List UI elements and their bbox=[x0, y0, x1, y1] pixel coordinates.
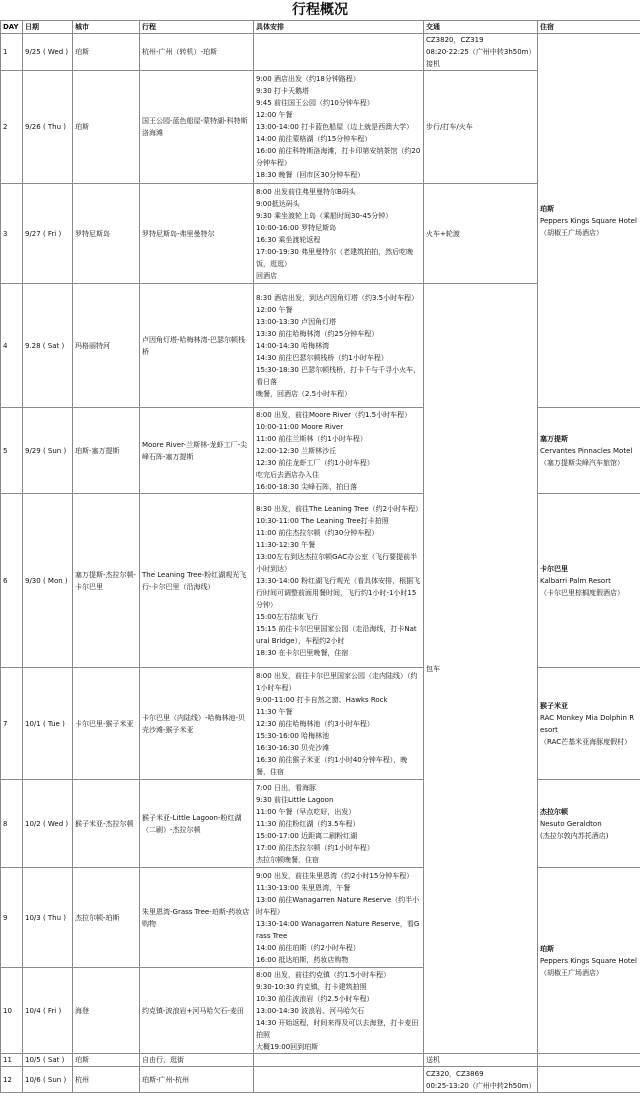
header-day: DAY bbox=[1, 21, 23, 34]
cell-day: 2 bbox=[1, 71, 23, 184]
schedule-item: 7:00 日出，看海豚 bbox=[256, 783, 316, 792]
schedule-item: 14:30 开始返程，时间来得及可以去海登，打卡麦田拍照 bbox=[256, 1018, 419, 1039]
schedule-item: 8:00 出发，前往Moore River（约1.5小时车程） bbox=[256, 410, 412, 419]
lodging-note: （RAC芒基米亚海豚度假村） bbox=[540, 737, 632, 746]
table-row bbox=[1, 668, 640, 780]
cell-day: 3 bbox=[1, 184, 23, 284]
lodging-name: Nesuto Geraldton bbox=[540, 819, 602, 828]
table-row bbox=[1, 780, 640, 868]
cell-date: 9/27 ( Fri ) bbox=[23, 184, 73, 284]
cell-schedule bbox=[254, 668, 424, 780]
schedule-item: 9:30 打卡天鹅塔 bbox=[256, 87, 309, 95]
flight-time: 08:20-22:25（广州中转3h50m） bbox=[426, 48, 535, 56]
schedule-item: 13:00-13:30 卢因角灯塔 bbox=[256, 317, 337, 326]
cell-date: 10/1 ( Tue ) bbox=[23, 668, 73, 780]
lodging-city: 珀斯 bbox=[540, 944, 554, 953]
schedule-item: 9:00 出发，前往朱里恩湾（约2小时15分钟车程） bbox=[256, 871, 414, 880]
schedule-item: 8:30 酒店出发，到达卢因角灯塔（约3.5小时车程） bbox=[256, 293, 419, 302]
cell-schedule bbox=[254, 494, 424, 668]
lodging-note: （卡尔巴里棕榈度假酒店） bbox=[540, 588, 624, 597]
cell-day: 7 bbox=[1, 668, 23, 780]
schedule-item: 12:30 前往龙虾工厂（约1小时车程） bbox=[256, 458, 374, 467]
schedule-item: 11:30 午餐 bbox=[256, 707, 293, 716]
schedule-item: 12:30 前往哈梅林池（约3小时车程） bbox=[256, 719, 374, 728]
schedule-item: 13:30-14:00 粉红湖飞行观光（看具体安排，根据飞行时间可调整前面用餐时间，飞行约1小时-1小时15分钟） bbox=[256, 576, 421, 609]
schedule-item: 10:30 前往波浪岩（约2.5小时车程） bbox=[256, 994, 374, 1003]
schedule-item: 9:45 前往国王公园（约10分钟车程） bbox=[256, 99, 374, 107]
flight-numbers: CZ320，CZ3869 bbox=[426, 1069, 484, 1078]
cell-route: 罗特尼斯岛-弗里曼特尔 bbox=[140, 184, 254, 284]
schedule-item: 11:30-12:30 午餐 bbox=[256, 540, 316, 549]
schedule-item: 9:00 酒店出发（约18分钟路程） bbox=[256, 75, 360, 83]
cell-lodging bbox=[538, 1067, 640, 1093]
cell-lodging-perth-1 bbox=[538, 34, 640, 408]
cell-route: 杭州-广州（转机）-珀斯 bbox=[140, 34, 254, 71]
cell-transport: 火车+轮渡 bbox=[424, 184, 538, 284]
cell-route: 猴子米亚-Little Lagoon-粉红湖（二刷）-杰拉尔顿 bbox=[140, 780, 254, 868]
header-date: 日期 bbox=[23, 21, 73, 34]
cell-route: 珀斯-广州-杭州 bbox=[140, 1067, 254, 1093]
cell-schedule bbox=[254, 1067, 424, 1093]
cell-date: 10/6 ( Sun ) bbox=[23, 1067, 73, 1093]
schedule-item: 16:00 前往科特斯洛海滩，打卡印第安纳茶馆（约20分钟车程） bbox=[256, 147, 421, 167]
schedule-item: 8:30 出发，前往The Leaning Tree（约2小时车程） bbox=[256, 504, 423, 513]
schedule-item: 8:00 出发，前往约克镇（约1.5小时车程） bbox=[256, 970, 391, 979]
schedule-item: 16:30-16:30 贝壳沙滩 bbox=[256, 743, 330, 752]
cell-route: 卢因角灯塔-哈梅林湾-巴瑟尔顿栈桥 bbox=[140, 284, 254, 408]
schedule-item: 11:30 前往粉红湖（约3.5车程） bbox=[256, 819, 360, 828]
schedule-item: 10:30-11:00 The Leaning Tree打卡拍照 bbox=[256, 516, 389, 525]
cell-route: 约克镇-波浪岩+河马哈欠石-麦田 bbox=[140, 968, 254, 1054]
schedule-item: 14:00 前往蒙格湖（约15分钟车程） bbox=[256, 135, 372, 143]
schedule-item: 13:30 前往哈梅林湾（约25分钟车程） bbox=[256, 329, 379, 338]
cell-city: 杰拉尔顿-珀斯 bbox=[73, 868, 140, 968]
cell-day: 6 bbox=[1, 494, 23, 668]
schedule-item: 8:00 出发前往弗里曼特尔B码头 bbox=[256, 187, 356, 196]
lodging-name: Cervantes Pinnacles Motel bbox=[540, 446, 633, 455]
cell-city: 珀斯 bbox=[73, 71, 140, 184]
lodging-note: （胡椒王广场酒店） bbox=[540, 228, 603, 237]
cell-transport-charter: 包车 bbox=[424, 284, 538, 1054]
schedule-item: 9:00-11:00 打卡自然之窗、Hawks Rock bbox=[256, 695, 388, 704]
schedule-item: 12:00 午餐 bbox=[256, 111, 293, 119]
table-row bbox=[1, 1054, 640, 1067]
header-route: 行程 bbox=[140, 21, 254, 34]
schedule-item: 13:00左右到达杰拉尔顿GAC办公室（飞行要提前半小时到达） bbox=[256, 552, 418, 573]
cell-city: 珀斯-塞万提斯 bbox=[73, 408, 140, 494]
schedule-item: 17:00 前往杰拉尔顿（约1小时车程） bbox=[256, 843, 374, 852]
schedule-item: 16:30 前往猴子米亚（约1小时40分钟车程），晚餐，住宿 bbox=[256, 755, 408, 776]
cell-schedule bbox=[254, 184, 424, 284]
cell-city: 珀斯 bbox=[73, 34, 140, 71]
schedule-item: 15:00左右结束飞行 bbox=[256, 612, 319, 621]
lodging-city: 卡尔巴里 bbox=[540, 564, 568, 573]
cell-schedule bbox=[254, 71, 424, 184]
schedule-item: 11:00 午餐（早点吃好，出发） bbox=[256, 807, 356, 816]
schedule-item: 12:00-12:30 兰斯林沙丘 bbox=[256, 446, 337, 455]
schedule-item: 12:00 午餐 bbox=[256, 305, 293, 314]
lodging-name: Kalbarri Palm Resort bbox=[540, 576, 611, 585]
schedule-item: 16:00 抵达珀斯，药妆店购物 bbox=[256, 955, 349, 964]
schedule-item: 18:30 晚餐（回市区30分钟车程） bbox=[256, 171, 365, 179]
cell-day: 10 bbox=[1, 968, 23, 1054]
cell-lodging bbox=[538, 1054, 640, 1067]
header-schedule: 具体安排 bbox=[254, 21, 424, 34]
cell-date: 10/5 ( Sat ) bbox=[23, 1054, 73, 1067]
cell-day: 4 bbox=[1, 284, 23, 408]
cell-date: 9/30 ( Mon ) bbox=[23, 494, 73, 668]
pickup-note: 接机 bbox=[426, 60, 440, 68]
lodging-city: 珀斯 bbox=[540, 204, 554, 213]
header-city: 城市 bbox=[73, 21, 140, 34]
cell-schedule bbox=[254, 780, 424, 868]
schedule-item: 杰拉尔顿晚餐，住宿 bbox=[256, 855, 319, 864]
header-transport: 交通 bbox=[424, 21, 538, 34]
cell-route: 卡尔巴里（内陆线）-哈梅林池-贝壳沙滩-猴子米亚 bbox=[140, 668, 254, 780]
cell-day: 12 bbox=[1, 1067, 23, 1093]
lodging-note: （胡椒王广场酒店） bbox=[540, 968, 603, 977]
lodging-note: (杰拉尔敦内苏托酒店) bbox=[540, 831, 609, 840]
cell-city: 玛格丽特河 bbox=[73, 284, 140, 408]
cell-date: 10/4 ( Fri ) bbox=[23, 968, 73, 1054]
cell-schedule bbox=[254, 284, 424, 408]
cell-date: 10/3 ( Thu ) bbox=[23, 868, 73, 968]
schedule-item: 14:00 前往珀斯（约2小时车程） bbox=[256, 943, 360, 952]
lodging-name: Peppers Kings Square Hotel bbox=[540, 216, 637, 225]
cell-route: The Leaning Tree-粉红湖观光飞行-卡尔巴里（沿海线） bbox=[140, 494, 254, 668]
cell-date: 9/26 ( Thu ) bbox=[23, 71, 73, 184]
schedule-item: 15:00-17:00 近距离二刷粉红湖 bbox=[256, 831, 358, 840]
schedule-item: 8:00 出发，前往卡尔巴里国家公园（走内陆线）（约1小时车程） bbox=[256, 671, 418, 692]
cell-city: 海登 bbox=[73, 968, 140, 1054]
cell-day: 8 bbox=[1, 780, 23, 868]
cell-lodging-cervantes bbox=[538, 408, 640, 494]
lodging-name: RAC Monkey Mia Dolphin Resort bbox=[540, 713, 635, 734]
cell-date: 9/25 ( Wed ) bbox=[23, 34, 73, 71]
cell-schedule bbox=[254, 868, 424, 968]
schedule-item: 14:30 前往巴瑟尔顿栈桥（约1小时车程） bbox=[256, 353, 388, 362]
schedule-item: 9:00抵达码头 bbox=[256, 199, 300, 208]
schedule-item: 晚餐，回酒店（2.5小时车程） bbox=[256, 389, 352, 398]
schedule-item: 17:00-19:30 弗里曼特尔（老建筑拍拍，然后吃晚饭，逛逛） bbox=[256, 247, 414, 268]
cell-route: 自由行，逛街 bbox=[140, 1054, 254, 1067]
cell-city: 珀斯 bbox=[73, 1054, 140, 1067]
schedule-item: 9:30 前往Little Lagoon bbox=[256, 795, 334, 804]
schedule-item: 大概19:00回到珀斯 bbox=[256, 1042, 319, 1051]
header-row bbox=[1, 21, 640, 34]
schedule-item: 13:00-14:30 波浪岩、河马哈欠石 bbox=[256, 1006, 365, 1015]
lodging-city: 塞万提斯 bbox=[540, 434, 568, 443]
cell-lodging-kalbarri bbox=[538, 494, 640, 668]
cell-transport bbox=[424, 34, 538, 71]
cell-city: 猴子米亚-杰拉尔顿 bbox=[73, 780, 140, 868]
cell-route: 朱里恩湾-Grass Tree-珀斯-药妆店购物 bbox=[140, 868, 254, 968]
cell-lodging-perth-2 bbox=[538, 868, 640, 1054]
schedule-item: 13:00 前往Wanagarren Nature Reserve（约半小时车程） bbox=[256, 895, 420, 916]
table-row bbox=[1, 1067, 640, 1093]
cell-lodging-geraldton bbox=[538, 780, 640, 868]
schedule-item: 15:15 前往卡尔巴里国家公园（走沿海线，打卡Natural Bridge），车程约2小时 bbox=[256, 624, 417, 645]
cell-day: 5 bbox=[1, 408, 23, 494]
schedule-item: 11:00 前往杰拉尔顿（约30分钟车程） bbox=[256, 528, 379, 537]
schedule-item: 回酒店 bbox=[256, 271, 277, 280]
cell-route: Moore River-兰斯林-龙虾工厂-尖峰石阵-塞万提斯 bbox=[140, 408, 254, 494]
cell-schedule bbox=[254, 1054, 424, 1067]
schedule-item: 13:00-14:00 打卡蓝色船屋（边上就是西澳大学） bbox=[256, 123, 414, 131]
header-lodging: 住宿 bbox=[538, 21, 640, 34]
schedule-item: 18:30 在卡尔巴里晚餐，住宿 bbox=[256, 648, 349, 657]
schedule-item: 11:00 前往兰斯林（约1小时车程） bbox=[256, 434, 367, 443]
cell-city: 杭州 bbox=[73, 1067, 140, 1093]
schedule-item: 13:30-14:00 Wanagarren Nature Reserve，看Grass Tree bbox=[256, 919, 420, 940]
schedule-item: 14:00-14:30 哈梅林湾 bbox=[256, 341, 330, 350]
cell-schedule bbox=[254, 968, 424, 1054]
flight-time: 00:25-13:20（广州中转2h50m） bbox=[426, 1081, 535, 1090]
cell-city: 罗特尼斯岛 bbox=[73, 184, 140, 284]
cell-date: 10/2 ( Wed ) bbox=[23, 780, 73, 868]
table-row bbox=[1, 34, 640, 71]
cell-lodging-monkey-mia bbox=[538, 668, 640, 780]
cell-transport: 步行/打车/火车 bbox=[424, 71, 538, 184]
cell-date: 9/29 ( Sun ) bbox=[23, 408, 73, 494]
table-row bbox=[1, 868, 640, 968]
schedule-item: 16:00-18:30 尖峰石阵，拍日落 bbox=[256, 482, 358, 491]
cell-day: 1 bbox=[1, 34, 23, 71]
lodging-city: 杰拉尔顿 bbox=[540, 807, 568, 816]
itinerary-table bbox=[0, 20, 640, 1093]
table-row bbox=[1, 408, 640, 494]
cell-day: 9 bbox=[1, 868, 23, 968]
schedule-item: 15:30-18:30 巴瑟尔顿栈桥，打卡千与千寻小火车，看日落 bbox=[256, 365, 421, 386]
lodging-name: Peppers Kings Square Hotel bbox=[540, 956, 637, 965]
lodging-note: （塞万提斯尖峰汽车旅馆） bbox=[540, 458, 624, 467]
cell-transport bbox=[424, 1067, 538, 1093]
schedule-item: 9:30 乘坐渡轮上岛（乘船时间30-45分钟） bbox=[256, 211, 393, 220]
cell-day: 11 bbox=[1, 1054, 23, 1067]
cell-schedule bbox=[254, 408, 424, 494]
schedule-item: 11:30-13:00 朱里恩湾，午餐 bbox=[256, 883, 351, 892]
cell-schedule bbox=[254, 34, 424, 71]
schedule-item: 10:00-16:00 罗特尼斯岛 bbox=[256, 223, 337, 232]
schedule-item: 15:30-16:00 哈梅林池 bbox=[256, 731, 330, 740]
page-title: 行程概况 bbox=[292, 2, 348, 18]
cell-city: 卡尔巴里-猴子米亚 bbox=[73, 668, 140, 780]
cell-date: 9.28 ( Sat ) bbox=[23, 284, 73, 408]
cell-transport: 送机 bbox=[424, 1054, 538, 1067]
schedule-item: 吃完后去酒店办入住 bbox=[256, 470, 319, 479]
lodging-city: 猴子米亚 bbox=[540, 701, 568, 710]
cell-route: 国王公园-蓝色船屋-蒙特湖-科特斯洛海滩 bbox=[140, 71, 254, 184]
schedule-item: 16:30 乘坐渡轮返程 bbox=[256, 235, 321, 244]
table-row bbox=[1, 494, 640, 668]
flight-numbers: CZ3820，CZ319 bbox=[426, 36, 484, 44]
cell-city: 塞万提斯-杰拉尔顿-卡尔巴里 bbox=[73, 494, 140, 668]
schedule-item: 10:00-11:00 Moore River bbox=[256, 422, 344, 431]
schedule-item: 9:30-10:30 约克镇，打卡建筑拍照 bbox=[256, 982, 367, 991]
